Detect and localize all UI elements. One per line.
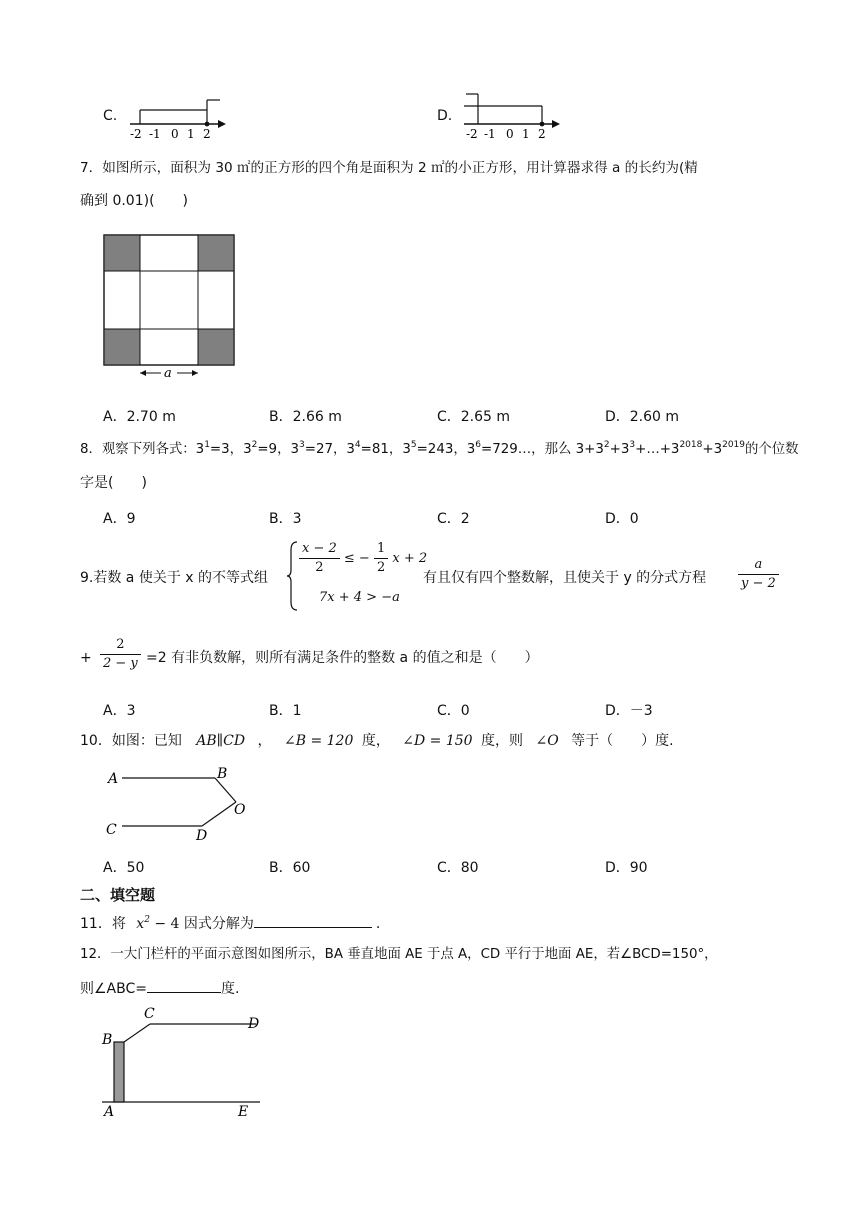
q8-stem-line1: [80, 440, 799, 460]
q6d-tick: 2: [538, 127, 546, 141]
q9-ineq-line1: [299, 540, 427, 577]
q8-option-b[interactable]: B．3: [269, 511, 302, 527]
q9-option-b[interactable]: B．1: [269, 703, 302, 719]
q10-cond-parallel: AB∥CD: [196, 733, 246, 749]
q9-fraction-a: $\frac{a}{y - 2}$: [738, 556, 779, 593]
q12-label-a: A: [104, 1104, 115, 1120]
q10-deg2: 度，则: [481, 733, 524, 749]
q9-fraction-b: $\frac{2}{2 - y}$: [100, 636, 141, 673]
q8-power: $3^2=9$，: [243, 440, 291, 457]
q10-lead: 10．如图：已知: [80, 733, 182, 749]
q11-lead: 11．将: [80, 916, 126, 932]
q9-ineq1-half: $\frac{1}{2}$: [374, 540, 388, 577]
q10-cond-angle-b: ∠B = 120: [284, 733, 354, 749]
q7-figure-label-a: a: [164, 366, 172, 381]
q6c-tick: 1: [187, 127, 195, 141]
q10-option-b[interactable]: B．60: [269, 860, 311, 876]
q8-option-a[interactable]: A．9: [103, 511, 136, 527]
q6d-tick: -2: [466, 127, 478, 141]
q8-option-c[interactable]: C．2: [437, 511, 470, 527]
q12-label-c: C: [144, 1006, 155, 1022]
q10-option-c[interactable]: C．80: [437, 860, 479, 876]
q10-figure: [100, 764, 260, 844]
q12-stem-line2: [80, 978, 239, 999]
q10-tail: 等于（ ）度.: [571, 733, 674, 749]
q9-option-a[interactable]: A．3: [103, 703, 136, 719]
q8-lead: 8．观察下列各式：: [80, 442, 196, 457]
q8-tail: 的个位数: [745, 442, 799, 457]
q6c-tick: 2: [203, 127, 211, 141]
q11-end: .: [375, 916, 381, 932]
q8-power: $3^4=81$，: [346, 440, 403, 457]
q6-option-d-number-line: [458, 92, 568, 142]
q10-option-d[interactable]: D．90: [605, 860, 648, 876]
q12-stem-line1: 12．一大门栏杆的平面示意图如图所示，BA 垂直地面 AE 于点 A，CD 平行于地面 AE，若∠BCD=150°，: [80, 947, 718, 962]
q8-sum: 那么 $3+3^2+3^3+\dots+3^{2018}+3^{2019}$: [544, 440, 746, 457]
q7-option-a[interactable]: A．2.70 m: [103, 409, 176, 425]
q6-option-c-number-line: [122, 96, 232, 142]
q6c-tick: -1: [149, 127, 161, 141]
q6-option-c-label: C.: [103, 108, 118, 124]
q6d-tick: -1: [484, 127, 496, 141]
q10-cond-angle-d: ∠D = 150: [402, 733, 473, 749]
q9-tail-text: =2 有非负数解，则所有满足条件的整数 a 的值之和是（ ）: [146, 650, 539, 666]
q8-power: $3^5=243$，: [402, 440, 467, 457]
q7-option-c[interactable]: C．2.65 m: [437, 409, 511, 425]
q8-option-d[interactable]: D．0: [605, 511, 639, 527]
q12-gate-figure: [96, 1004, 272, 1120]
q10-option-a[interactable]: A．50: [103, 860, 145, 876]
q9-mid-text: 有且仅有四个整数解，且使关于 y 的分式方程: [423, 570, 707, 586]
q11-stem: [80, 913, 380, 934]
q12-label-b: B: [102, 1032, 113, 1048]
q9-option-d[interactable]: D．－3: [605, 703, 653, 719]
q8-power: $3^6=729\dots$，: [466, 440, 545, 457]
q11-expr: $x^2 - 4$: [136, 915, 180, 932]
q12-label-e: E: [238, 1104, 249, 1120]
q7-square-figure: [100, 232, 238, 382]
q6d-tick: 0: [506, 127, 514, 141]
q10-deg1: 度，: [361, 733, 390, 749]
q10-stem: [80, 731, 674, 751]
q7-stem-line2: 确到 0.01)( ): [80, 193, 189, 209]
q9-ineq1-fraction: $\frac{x - 2}{2}$: [299, 540, 340, 577]
q7-option-d[interactable]: D．2.60 m: [605, 409, 680, 425]
q8-power: $3^1=3$，: [195, 440, 244, 457]
q10-label-o: O: [234, 802, 246, 818]
q7-option-b[interactable]: B．2.66 m: [269, 409, 342, 425]
q9-ineq1-mid: ≤ −: [343, 551, 370, 566]
q12-lead: 则∠ABC=: [80, 981, 147, 997]
q7-stem-line1: 7．如图所示，面积为 30 ㎡的正方形的四个角是面积为 2 ㎡的小正方形，用计算器求得 a 的长约为(精: [80, 160, 698, 176]
q9-plus: +: [80, 650, 92, 666]
q9-ineq-line2: 7x + 4 > −a: [319, 590, 400, 605]
q12-tail: 度.: [221, 981, 240, 997]
q9-option-c[interactable]: C．0: [437, 703, 470, 719]
q6d-tick: 1: [522, 127, 530, 141]
q9-lead: 9.若数 a 使关于 x 的不等式组: [80, 570, 269, 586]
q11-tail: 因式分解为: [183, 916, 254, 932]
q10-label-d: D: [196, 828, 208, 844]
q10-cond-angle-o: ∠O: [535, 733, 559, 749]
q11-answer-blank[interactable]: [254, 913, 372, 928]
q10-label-a: A: [108, 771, 119, 787]
q9-inequality-system: [287, 540, 428, 612]
q6-option-d-label: D.: [437, 108, 453, 124]
q10-label-c: C: [106, 822, 117, 838]
q12-label-d: D: [248, 1016, 260, 1032]
q6c-tick: 0: [171, 127, 179, 141]
q6c-tick: -2: [130, 127, 142, 141]
section-heading-fill-in: 二、填空题: [80, 886, 156, 904]
q9-system-brace: [287, 540, 299, 612]
q12-answer-blank[interactable]: [147, 978, 221, 993]
q10-sep: ，: [257, 733, 272, 749]
q9-ineq1-tail: x + 2: [392, 551, 428, 566]
q10-label-b: B: [217, 766, 228, 782]
q8-stem-line2: 字是( ): [80, 475, 147, 491]
q8-power: $3^3=27$，: [290, 440, 347, 457]
